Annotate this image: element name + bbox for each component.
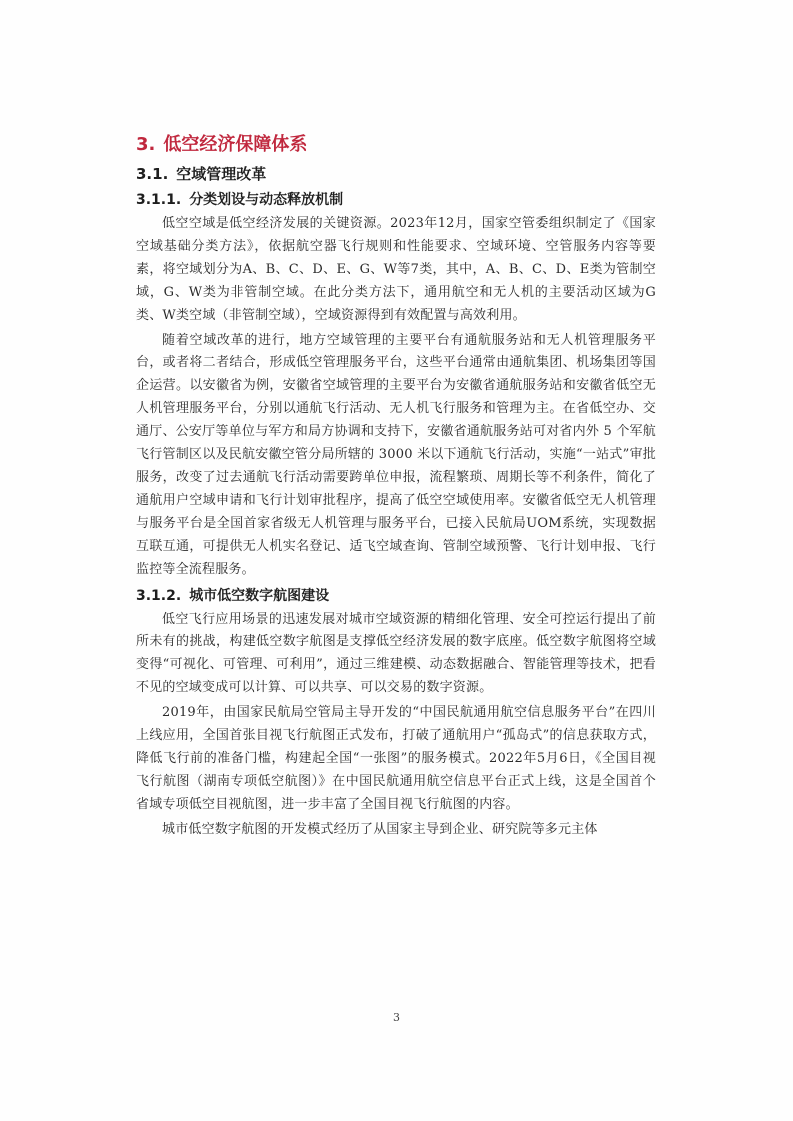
paragraph: 2019年，由国家民航局空管局主导开发的“中国民航通用航空信息服务平台”在四川上线应用，全国首张目视飞行航图正式发布，打破了通航用户“孤岛式”的信息获取方式，降低飞行前的准备门槛，构建起全国“一张图”的服务模式。2022年5月6日，《全国目视飞行航图（湖南专项低空航图）》在中国民航通用航空信息平台正式上线，这是全国首个省域专项低空目视航图，进一步丰富了全国目视飞行航图的内容。 — [136, 705, 656, 812]
paragraph: 低空空域是低空经济发展的关键资源。2023年12月，国家空管委组织制定了《国家空域基础分类方法》，依据航空器飞行规则和性能要求、空域环境、空管服务内容等要素，将空域划分为A、B、C、D、E、G、W等7类，其中，A、B、C、D、E类为管制空域，G、W类为非管制空域。在此分类方法下，通用航空和无人机的主要活动区域为G类、W类空域（非管制空域），空域资源得到有效配置与高效利用。 — [136, 216, 656, 323]
subsubsection-number: 3.1.2. — [136, 587, 182, 604]
section-number: 3. — [136, 134, 156, 155]
section-heading — [136, 132, 656, 158]
section-title: 低空经济保障体系 — [163, 134, 308, 155]
subsection-heading — [136, 162, 656, 186]
subsubsection-heading — [136, 584, 656, 608]
page-number: 3 — [393, 1011, 400, 1024]
subsubsection-title: 分类划设与动态释放机制 — [189, 192, 344, 208]
paragraph: 低空飞行应用场景的迅速发展对城市空域资源的精细化管理、安全可控运行提出了前所未有的挑战，构建低空数字航图是支撑低空经济发展的数字底座。低空数字航图将空域变得“可视化、可管理、可利用”，通过三维建模、动态数据融合、智能管理等技术，把看不见的空域变成可以计算、可以共享、可以交易的数字资源。 — [136, 611, 656, 696]
subsubsection-heading — [136, 188, 656, 212]
subsubsection-number: 3.1.1. — [136, 192, 182, 208]
subsubsection-title: 城市低空数字航图建设 — [189, 587, 330, 604]
paragraph: 随着空域改革的进行，地方空域管理的主要平台有通航服务站和无人机管理服务平台，或者将二者结合，形成低空管理服务平台，这些平台通常由通航集团、机场集团等国企运营。以安徽省为例，安徽省空域管理的主要平台为安徽省通航服务站和安徽省低空无人机管理服务平台，分别以通航飞行活动、无人机飞行服务和管理为主。在省低空办、交通厅、公安厅等单位与军方和局方协调和支持下，安徽省通航服务站可对省内外 5 个军航飞行管制区以及民航安徽空管分局所辖的 3000 米以下通航飞行活动，实施“一站式”审批服务，改变了过去通航飞行活动需要跨单位申报，流程繁琐、周期长等不利条件，简化了通航用户空域申请和飞行计划审批程序，提高了低空空域使用率。安徽省低空无人机管理与服务平台是全国首家省级无人机管理与服务平台，已接入民航局UOM系统，实现数据互联互通，可提供无人机实名登记、适飞空域查询、管制空域预警、飞行计划申报、飞行监控等全流程服务。 — [136, 332, 656, 577]
paragraph: 城市低空数字航图的开发模式经历了从国家主导到企业、研究院等多元主体 — [162, 821, 598, 837]
subsection-title: 空域管理改革 — [176, 165, 267, 183]
page-content — [136, 132, 656, 842]
subsection-number: 3.1. — [136, 165, 169, 183]
